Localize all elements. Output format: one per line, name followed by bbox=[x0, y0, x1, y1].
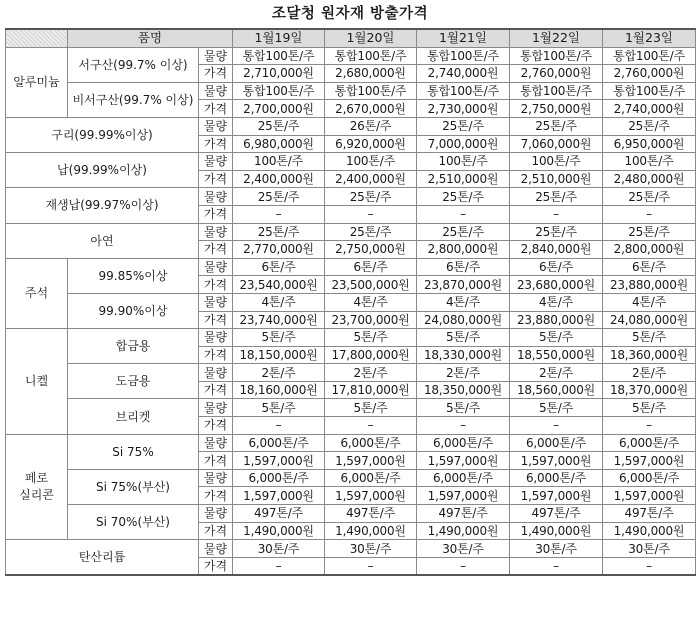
value-cell: 2,510,000원 bbox=[510, 170, 603, 188]
value-cell: 6,980,000원 bbox=[233, 135, 325, 153]
value-cell: 2톤/주 bbox=[603, 364, 696, 382]
value-cell: 1,597,000원 bbox=[417, 487, 510, 505]
value-cell: 4톤/주 bbox=[325, 293, 417, 311]
value-cell: 2,800,000원 bbox=[603, 241, 696, 259]
kind-label: 물량 bbox=[199, 47, 233, 65]
value-cell: 6,000톤/주 bbox=[510, 434, 603, 452]
kind-label: 가격 bbox=[199, 381, 233, 399]
value-cell: 6,000톤/주 bbox=[233, 469, 325, 487]
value-cell: 18,550,000원 bbox=[510, 346, 603, 364]
value-cell: 23,870,000원 bbox=[417, 276, 510, 294]
value-cell: 2,510,000원 bbox=[417, 170, 510, 188]
value-cell: 25톤/주 bbox=[603, 188, 696, 206]
value-cell: 17,800,000원 bbox=[325, 346, 417, 364]
value-cell: 5톤/주 bbox=[603, 329, 696, 347]
item-label: 아연 bbox=[6, 223, 199, 258]
value-cell: 25톤/주 bbox=[233, 188, 325, 206]
table-row bbox=[6, 82, 696, 100]
kind-label: 가격 bbox=[199, 205, 233, 223]
value-cell: 100톤/주 bbox=[510, 153, 603, 171]
sub-label: 도금용 bbox=[68, 364, 199, 399]
header-corner bbox=[6, 29, 68, 47]
value-cell: – bbox=[233, 205, 325, 223]
value-cell: 2톤/주 bbox=[510, 364, 603, 382]
item-label: 구리(99.99%이상) bbox=[6, 117, 199, 152]
kind-label: 물량 bbox=[199, 434, 233, 452]
header-date: 1월20일 bbox=[325, 29, 417, 47]
value-cell: – bbox=[603, 557, 696, 575]
value-cell: 6,000톤/주 bbox=[325, 469, 417, 487]
value-cell: 2,730,000원 bbox=[417, 100, 510, 118]
value-cell: 18,150,000원 bbox=[233, 346, 325, 364]
value-cell: 6톤/주 bbox=[510, 258, 603, 276]
value-cell: 1,597,000원 bbox=[233, 452, 325, 470]
value-cell: – bbox=[233, 557, 325, 575]
value-cell: 2,670,000원 bbox=[325, 100, 417, 118]
value-cell: 1,490,000원 bbox=[510, 522, 603, 540]
kind-label: 물량 bbox=[199, 364, 233, 382]
value-cell: 6톤/주 bbox=[417, 258, 510, 276]
table-row bbox=[6, 505, 696, 523]
value-cell: 1,597,000원 bbox=[417, 452, 510, 470]
value-cell: – bbox=[325, 417, 417, 435]
value-cell: – bbox=[603, 205, 696, 223]
table-row bbox=[6, 293, 696, 311]
table-row bbox=[6, 223, 696, 241]
kind-label: 가격 bbox=[199, 487, 233, 505]
sub-label: Si 70%(부산) bbox=[68, 505, 199, 540]
value-cell: 100톤/주 bbox=[233, 153, 325, 171]
kind-label: 물량 bbox=[199, 153, 233, 171]
kind-label: 물량 bbox=[199, 258, 233, 276]
value-cell: 100톤/주 bbox=[325, 153, 417, 171]
value-cell: 통합100톤/주 bbox=[510, 47, 603, 65]
table-row bbox=[6, 47, 696, 65]
value-cell: 6,000톤/주 bbox=[233, 434, 325, 452]
kind-label: 가격 bbox=[199, 276, 233, 294]
value-cell: 6,000톤/주 bbox=[325, 434, 417, 452]
sub-label: Si 75% bbox=[68, 434, 199, 469]
value-cell: 6,000톤/주 bbox=[603, 434, 696, 452]
value-cell: 7,000,000원 bbox=[417, 135, 510, 153]
sub-label: 서구산(99.7% 이상) bbox=[68, 47, 199, 82]
value-cell: 23,880,000원 bbox=[603, 276, 696, 294]
value-cell: – bbox=[233, 417, 325, 435]
value-cell: 2톤/주 bbox=[325, 364, 417, 382]
value-cell: 17,810,000원 bbox=[325, 381, 417, 399]
value-cell: 497톤/주 bbox=[233, 505, 325, 523]
value-cell: 5톤/주 bbox=[510, 399, 603, 417]
value-cell: 2,840,000원 bbox=[510, 241, 603, 259]
kind-label: 가격 bbox=[199, 241, 233, 259]
value-cell: 2,750,000원 bbox=[325, 241, 417, 259]
value-cell: – bbox=[325, 205, 417, 223]
value-cell: 통합100톤/주 bbox=[603, 82, 696, 100]
value-cell: 통합100톤/주 bbox=[417, 82, 510, 100]
value-cell: 1,597,000원 bbox=[603, 452, 696, 470]
value-cell: 23,740,000원 bbox=[233, 311, 325, 329]
kind-label: 가격 bbox=[199, 65, 233, 83]
value-cell: 5톤/주 bbox=[325, 399, 417, 417]
value-cell: – bbox=[417, 557, 510, 575]
value-cell: 1,597,000원 bbox=[233, 487, 325, 505]
price-table bbox=[5, 28, 696, 576]
value-cell: 25톤/주 bbox=[233, 223, 325, 241]
value-cell: 2,760,000원 bbox=[603, 65, 696, 83]
value-cell: 1,490,000원 bbox=[325, 522, 417, 540]
group-label: 알루미늄 bbox=[6, 47, 68, 117]
header-date: 1월21일 bbox=[417, 29, 510, 47]
table-row bbox=[6, 117, 696, 135]
value-cell: 2,760,000원 bbox=[510, 65, 603, 83]
value-cell: 통합100톤/주 bbox=[325, 47, 417, 65]
value-cell: 25톤/주 bbox=[510, 117, 603, 135]
value-cell: 25톤/주 bbox=[233, 117, 325, 135]
table-row bbox=[6, 540, 696, 558]
value-cell: 18,370,000원 bbox=[603, 381, 696, 399]
item-label: 납(99.99%이상) bbox=[6, 153, 199, 188]
value-cell: 18,330,000원 bbox=[417, 346, 510, 364]
value-cell: 2,740,000원 bbox=[603, 100, 696, 118]
value-cell: 25톤/주 bbox=[417, 223, 510, 241]
value-cell: 25톤/주 bbox=[510, 223, 603, 241]
value-cell: 25톤/주 bbox=[603, 117, 696, 135]
value-cell: 497톤/주 bbox=[603, 505, 696, 523]
value-cell: 4톤/주 bbox=[233, 293, 325, 311]
value-cell: 5톤/주 bbox=[510, 329, 603, 347]
value-cell: 26톤/주 bbox=[325, 117, 417, 135]
value-cell: 통합100톤/주 bbox=[510, 82, 603, 100]
value-cell: 2,710,000원 bbox=[233, 65, 325, 83]
sub-label: 99.90%이상 bbox=[68, 293, 199, 328]
value-cell: 6,920,000원 bbox=[325, 135, 417, 153]
kind-label: 가격 bbox=[199, 346, 233, 364]
kind-label: 가격 bbox=[199, 311, 233, 329]
value-cell: 2톤/주 bbox=[233, 364, 325, 382]
value-cell: 24,080,000원 bbox=[417, 311, 510, 329]
header-date: 1월19일 bbox=[233, 29, 325, 47]
value-cell: 2,480,000원 bbox=[603, 170, 696, 188]
sub-label: 브리켓 bbox=[68, 399, 199, 434]
kind-label: 가격 bbox=[199, 170, 233, 188]
value-cell: 30톤/주 bbox=[417, 540, 510, 558]
value-cell: 5톤/주 bbox=[417, 399, 510, 417]
value-cell: 2,740,000원 bbox=[417, 65, 510, 83]
value-cell: – bbox=[510, 205, 603, 223]
table-row bbox=[6, 188, 696, 206]
value-cell: 1,597,000원 bbox=[325, 487, 417, 505]
kind-label: 물량 bbox=[199, 540, 233, 558]
value-cell: 2,400,000원 bbox=[325, 170, 417, 188]
value-cell: – bbox=[417, 417, 510, 435]
value-cell: 23,880,000원 bbox=[510, 311, 603, 329]
value-cell: 1,490,000원 bbox=[603, 522, 696, 540]
value-cell: 2,700,000원 bbox=[233, 100, 325, 118]
value-cell: 30톤/주 bbox=[510, 540, 603, 558]
sub-label: 99.85%이상 bbox=[68, 258, 199, 293]
value-cell: 1,490,000원 bbox=[417, 522, 510, 540]
kind-label: 가격 bbox=[199, 100, 233, 118]
value-cell: 1,597,000원 bbox=[603, 487, 696, 505]
value-cell: 25톤/주 bbox=[417, 188, 510, 206]
value-cell: 4톤/주 bbox=[603, 293, 696, 311]
table-row bbox=[6, 434, 696, 452]
group-label: 니켈 bbox=[6, 329, 68, 435]
value-cell: 23,700,000원 bbox=[325, 311, 417, 329]
kind-label: 가격 bbox=[199, 557, 233, 575]
value-cell: 통합100톤/주 bbox=[233, 47, 325, 65]
kind-label: 물량 bbox=[199, 399, 233, 417]
value-cell: 5톤/주 bbox=[325, 329, 417, 347]
value-cell: 6톤/주 bbox=[603, 258, 696, 276]
kind-label: 물량 bbox=[199, 188, 233, 206]
table-row bbox=[6, 153, 696, 171]
value-cell: – bbox=[603, 417, 696, 435]
header-product: 품명 bbox=[68, 29, 233, 47]
value-cell: 통합100톤/주 bbox=[417, 47, 510, 65]
kind-label: 물량 bbox=[199, 469, 233, 487]
value-cell: 1,597,000원 bbox=[510, 452, 603, 470]
value-cell: 5톤/주 bbox=[233, 329, 325, 347]
value-cell: 25톤/주 bbox=[325, 188, 417, 206]
kind-label: 가격 bbox=[199, 522, 233, 540]
value-cell: 6,000톤/주 bbox=[417, 469, 510, 487]
table-row bbox=[6, 329, 696, 347]
kind-label: 물량 bbox=[199, 505, 233, 523]
value-cell: 통합100톤/주 bbox=[233, 82, 325, 100]
value-cell: 2톤/주 bbox=[417, 364, 510, 382]
value-cell: 18,160,000원 bbox=[233, 381, 325, 399]
value-cell: 1,597,000원 bbox=[325, 452, 417, 470]
value-cell: 통합100톤/주 bbox=[325, 82, 417, 100]
value-cell: 25톤/주 bbox=[325, 223, 417, 241]
value-cell: 100톤/주 bbox=[417, 153, 510, 171]
sub-label: 합금용 bbox=[68, 329, 199, 364]
kind-label: 가격 bbox=[199, 135, 233, 153]
value-cell: 통합100톤/주 bbox=[603, 47, 696, 65]
value-cell: 100톤/주 bbox=[603, 153, 696, 171]
value-cell: 4톤/주 bbox=[417, 293, 510, 311]
header-date: 1월23일 bbox=[603, 29, 696, 47]
value-cell: 24,080,000원 bbox=[603, 311, 696, 329]
table-row bbox=[6, 399, 696, 417]
value-cell: 6,950,000원 bbox=[603, 135, 696, 153]
kind-label: 물량 bbox=[199, 329, 233, 347]
value-cell: – bbox=[417, 205, 510, 223]
group-label: 주석 bbox=[6, 258, 68, 328]
value-cell: 2,770,000원 bbox=[233, 241, 325, 259]
value-cell: 6톤/주 bbox=[325, 258, 417, 276]
sub-label: Si 75%(부산) bbox=[68, 469, 199, 504]
value-cell: 4톤/주 bbox=[510, 293, 603, 311]
value-cell: 23,680,000원 bbox=[510, 276, 603, 294]
value-cell: 30톤/주 bbox=[325, 540, 417, 558]
value-cell: 6,000톤/주 bbox=[417, 434, 510, 452]
value-cell: 6톤/주 bbox=[233, 258, 325, 276]
value-cell: 2,680,000원 bbox=[325, 65, 417, 83]
kind-label: 가격 bbox=[199, 452, 233, 470]
value-cell: 497톤/주 bbox=[417, 505, 510, 523]
value-cell: 30톤/주 bbox=[603, 540, 696, 558]
item-label: 재생납(99.97%이상) bbox=[6, 188, 199, 223]
kind-label: 물량 bbox=[199, 223, 233, 241]
value-cell: – bbox=[510, 417, 603, 435]
value-cell: 497톤/주 bbox=[325, 505, 417, 523]
value-cell: 25톤/주 bbox=[417, 117, 510, 135]
header-date: 1월22일 bbox=[510, 29, 603, 47]
value-cell: 497톤/주 bbox=[510, 505, 603, 523]
value-cell: 18,350,000원 bbox=[417, 381, 510, 399]
value-cell: – bbox=[510, 557, 603, 575]
value-cell: 18,560,000원 bbox=[510, 381, 603, 399]
kind-label: 가격 bbox=[199, 417, 233, 435]
value-cell: 23,540,000원 bbox=[233, 276, 325, 294]
table-row bbox=[6, 469, 696, 487]
kind-label: 물량 bbox=[199, 117, 233, 135]
value-cell: 5톤/주 bbox=[603, 399, 696, 417]
value-cell: 5톤/주 bbox=[417, 329, 510, 347]
value-cell: 6,000톤/주 bbox=[603, 469, 696, 487]
value-cell: – bbox=[325, 557, 417, 575]
value-cell: 25톤/주 bbox=[510, 188, 603, 206]
table-row bbox=[6, 364, 696, 382]
value-cell: 1,490,000원 bbox=[233, 522, 325, 540]
table-row bbox=[6, 258, 696, 276]
value-cell: 7,060,000원 bbox=[510, 135, 603, 153]
value-cell: 25톤/주 bbox=[603, 223, 696, 241]
sub-label: 비서구산(99.7% 이상) bbox=[68, 82, 199, 117]
value-cell: 5톤/주 bbox=[233, 399, 325, 417]
value-cell: 6,000톤/주 bbox=[510, 469, 603, 487]
value-cell: 30톤/주 bbox=[233, 540, 325, 558]
page-title: 조달청 원자재 방출가격 bbox=[271, 6, 429, 22]
table-header-row bbox=[6, 29, 696, 47]
value-cell: 2,750,000원 bbox=[510, 100, 603, 118]
value-cell: 18,360,000원 bbox=[603, 346, 696, 364]
kind-label: 물량 bbox=[199, 82, 233, 100]
group-label: 페로 실리콘 bbox=[6, 434, 68, 540]
value-cell: 1,597,000원 bbox=[510, 487, 603, 505]
value-cell: 2,800,000원 bbox=[417, 241, 510, 259]
value-cell: 2,400,000원 bbox=[233, 170, 325, 188]
kind-label: 물량 bbox=[199, 293, 233, 311]
value-cell: 23,500,000원 bbox=[325, 276, 417, 294]
item-label: 탄산리튬 bbox=[6, 540, 199, 576]
